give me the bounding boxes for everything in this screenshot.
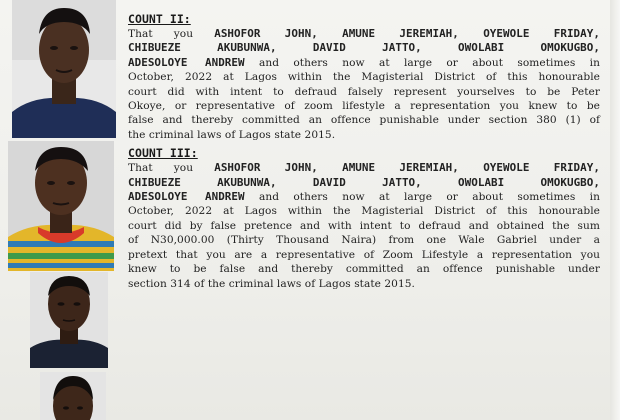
suspect-photo-2 xyxy=(8,141,114,271)
count-ii-line-5: court did with intent to defraud falsely represent yourselves to be Peter xyxy=(128,85,600,98)
count-iii-line-9: section 314 of the criminal laws of Lagos state 2015. xyxy=(128,277,415,290)
count-iii-body xyxy=(128,161,600,291)
charge-sheet-text xyxy=(128,12,600,295)
count-ii-line-1: That you ASHOFOR JOHN, AMUNE JEREMIAH, OYEWOLE FRIDAY, xyxy=(128,27,600,40)
suspect-photo-4 xyxy=(40,372,106,420)
count-ii-line-2: CHIBUEZE AKUBUNWA, DAVID JATTO, OWOLABI OMOKUGBO, xyxy=(128,41,600,55)
count-ii-body xyxy=(128,27,600,142)
count-iii-line-3: ADESOLOYE ANDREW and others now at large or about sometimes in xyxy=(128,190,600,204)
count-ii-heading: COUNT II: xyxy=(128,12,191,26)
count-ii-line-6: Okoye, or representative of zoom lifestyle a representation you knew to be xyxy=(128,100,600,113)
page-edge xyxy=(610,0,620,420)
count-ii-line-3: ADESOLOYE ANDREW and others now at large or about sometimes in xyxy=(128,55,600,69)
count-ii-line-8: the criminal laws of Lagos state 2015. xyxy=(128,128,336,141)
count-ii-section xyxy=(128,12,600,142)
count-iii-line-1: That you ASHOFOR JOHN, AMUNE JEREMIAH, OYEWOLE FRIDAY, xyxy=(128,161,600,175)
count-ii-line-4: October, 2022 at Lagos within the Magisterial District of this honourable xyxy=(128,71,600,84)
count-iii-line-2: CHIBUEZE AKUBUNWA, DAVID JATTO, OWOLABI OMOKUGBO, xyxy=(128,175,600,189)
suspect-photo-strip xyxy=(0,0,118,420)
count-iii-line-8: knew to be false and thereby committed an offence punishable under xyxy=(128,263,600,276)
suspect-photo-1 xyxy=(12,0,116,138)
count-iii-line-7: pretext that you are a representative of Zoom Lifestyle a representation you xyxy=(128,248,600,261)
count-iii-line-4: October, 2022 at Lagos within the Magisterial District of this honourable xyxy=(128,205,600,218)
suspect-photo-3 xyxy=(30,272,108,368)
count-iii-line-6: of N30,000.00 (Thirty Thousand Naira) from one Wale Gabriel under a xyxy=(128,234,600,247)
count-iii-line-5: court did by false pretence and with intent to defraud and obtained the sum xyxy=(128,219,600,232)
count-iii-section xyxy=(128,146,600,291)
count-ii-line-7: false and thereby committed an offence punishable under section 380 (1) of xyxy=(128,114,600,127)
count-iii-heading: COUNT III: xyxy=(128,146,198,161)
